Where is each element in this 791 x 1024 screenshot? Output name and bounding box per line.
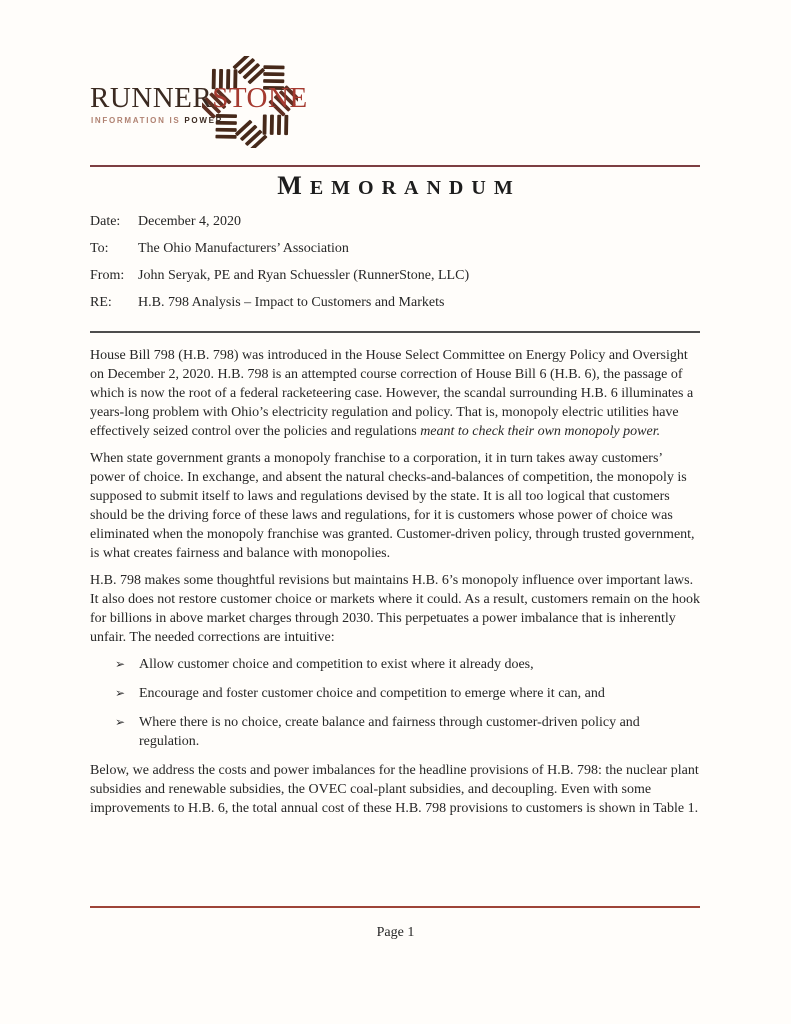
top-rule bbox=[90, 165, 700, 167]
memo-field-to bbox=[90, 240, 700, 258]
memo-field-from bbox=[90, 267, 700, 285]
memo-field-value: John Seryak, PE and Ryan Schuessler (RunnerStone, LLC) bbox=[138, 268, 470, 283]
memo-field-label: RE: bbox=[90, 295, 112, 310]
list-item-text: Allow customer choice and competition to exist where it already does, bbox=[139, 657, 534, 672]
list-item bbox=[115, 684, 700, 703]
logo-tagline-power: POWER bbox=[184, 116, 224, 125]
paragraph-intro-text: House Bill 798 (H.B. 798) was introduced in the House Select Committee on Energy Policy and Oversight on December 2, 2020. H.B. 798 is an attempted course correction of House Bill 6 (H.B. 6), the passage of which is now the root of a federal racketeering case. However, the scandal surrounding H.B. 6 illuminates a years-long problem with Ohio’s electricity regulation and policy. That is, monopoly electric utilities have effectively seized control over the policies and regulations bbox=[90, 348, 694, 439]
arrow-bullet-icon: ➢ bbox=[115, 715, 126, 729]
list-item-text: Where there is no choice, create balance and fairness through customer-driven policy and regulation. bbox=[139, 715, 640, 749]
paragraph-intro bbox=[90, 346, 700, 441]
list-item bbox=[115, 655, 700, 674]
memo-field-label: To: bbox=[90, 241, 109, 256]
memo-body bbox=[90, 346, 700, 818]
runnerstone-logo bbox=[90, 58, 310, 148]
logo-tagline-information-is: INFORMATION IS bbox=[91, 116, 181, 125]
memo-field-value: December 4, 2020 bbox=[138, 214, 242, 229]
logo-tagline bbox=[91, 116, 223, 125]
memo-field-value: H.B. 798 Analysis – Impact to Customers and Markets bbox=[138, 295, 445, 310]
memo-field-re bbox=[90, 294, 700, 312]
paragraph-intro-italic: meant to check their own monopoly power. bbox=[420, 424, 661, 439]
list-item bbox=[115, 713, 700, 751]
logo-wordmark bbox=[90, 84, 308, 113]
memo-field-value: The Ohio Manufacturers’ Association bbox=[138, 241, 349, 256]
paragraph-monopoly-franchise: When state government grants a monopoly franchise to a corporation, it in turn takes away customers’ power of choice. In exchange, and absent the natural checks-and-balances of competition, the monopoly is supposed to submit itself to laws and regulations devised by the state. It is all too logical that customers should be the driving force of these laws and regulations, for it is customers whose power of choice was eliminated when the monopoly franchise was granted. Customer-driven policy, through trusted government, is what creates fairness and balance with monopolies. bbox=[90, 451, 695, 561]
page-number: Page 1 bbox=[376, 925, 415, 940]
memo-field-date bbox=[90, 213, 700, 231]
logo-wordmark-stone: STONE bbox=[212, 82, 308, 114]
memo-field-label: From: bbox=[90, 268, 125, 283]
arrow-bullet-icon: ➢ bbox=[115, 686, 126, 700]
list-item-text: Encourage and foster customer choice and competition to emerge where it can, and bbox=[139, 686, 605, 701]
logo-wordmark-runner: RUNNER bbox=[90, 82, 213, 114]
footer-rule bbox=[90, 906, 700, 908]
corrections-bullet-list bbox=[90, 655, 700, 751]
divider-rule bbox=[90, 331, 700, 333]
arrow-bullet-icon: ➢ bbox=[115, 657, 126, 671]
paragraph-hb798-revisions: H.B. 798 makes some thoughtful revisions but maintains H.B. 6’s monopoly influence over important laws. It also does not restore customer choice or markets where it could. As a result, customers remain on the hook for billions in above market charges through 2030. This perpetuates a power imbalance that is inherently unfair. The needed corrections are intuitive: bbox=[90, 573, 700, 645]
memo-field-label: Date: bbox=[90, 214, 121, 229]
paragraph-conclusion: Below, we address the costs and power imbalances for the headline provisions of H.B. 798: the nuclear plant subsidies and renewable subsidies, the OVEC coal-plant subsidies, and decoupling. Even with some improvements to H.B. 6, the total annual cost of these H.B. 798 provisions to customers is shown in Table 1. bbox=[90, 763, 699, 816]
memo-header-fields bbox=[90, 213, 700, 312]
page-title: MEMORANDUM bbox=[277, 171, 521, 200]
